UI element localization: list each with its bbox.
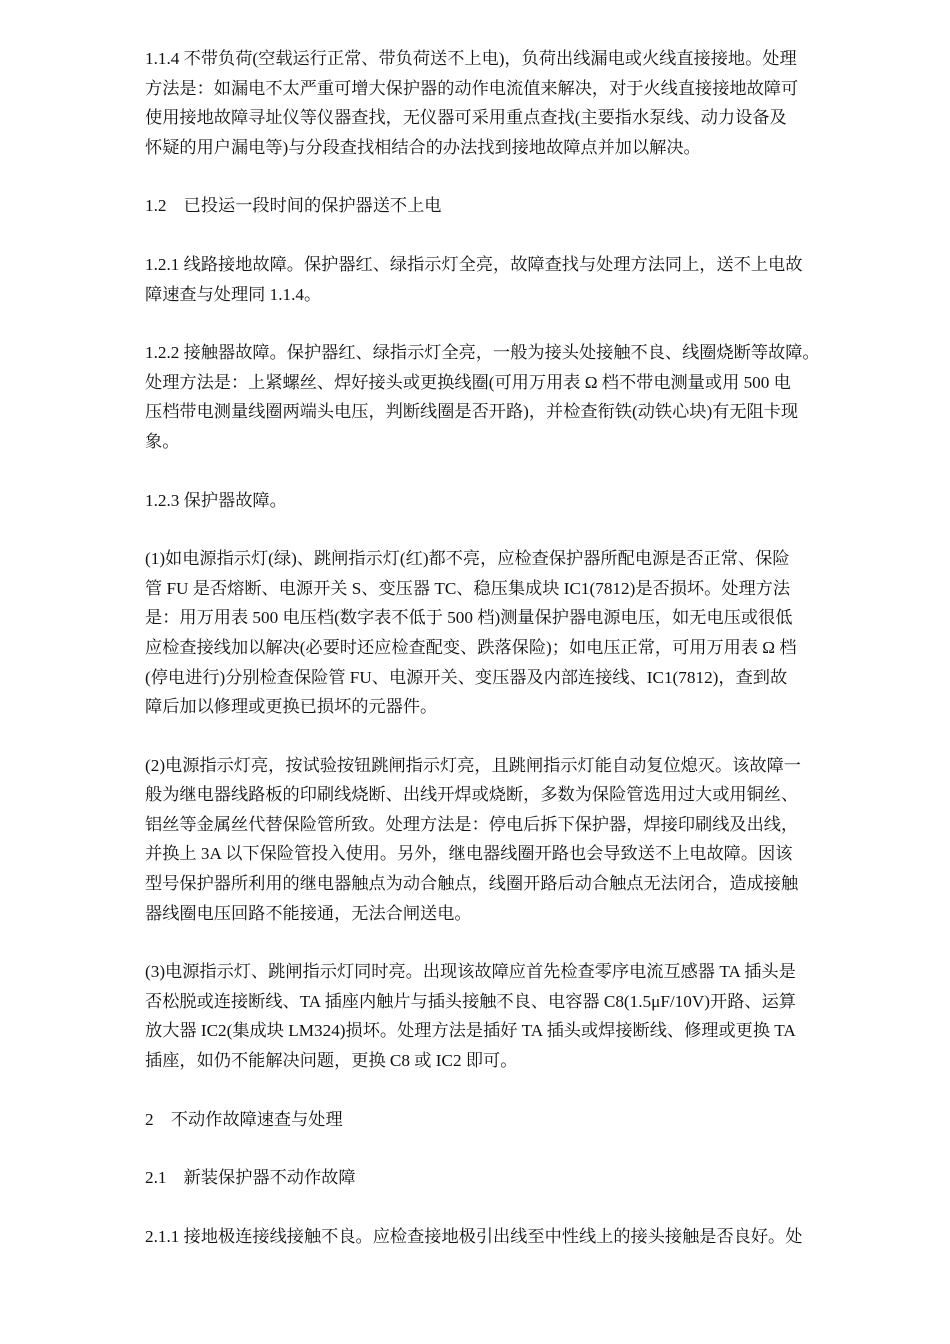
text-line: 放大器 IC2(集成块 LM324)损坏。处理方法是插好 TA 插头或焊接断线、修理或更换 TA — [145, 1021, 796, 1041]
text-line: 2.1.1 接地极连接线接触不良。应检查接地极引出线至中性线上的接头接触是否良好。处 — [145, 1226, 803, 1246]
text-line: 否松脱或连接断线、TA 插座内触片与插头接触不良、电容器 C8(1.5μF/10V)开路、运算 — [145, 991, 796, 1011]
text-line: 2.1 新装保护器不动作故障 — [145, 1168, 356, 1188]
text-line: 2 不动作故障速查与处理 — [145, 1109, 343, 1129]
text-line: 障速查与处理同 1.1.4。 — [145, 284, 322, 304]
text-line: 方法是：如漏电不太严重可增大保护器的动作电流值来解决，对于火线直接接地故障可 — [145, 78, 799, 98]
paragraph — [145, 250, 905, 309]
text-line: (3)电源指示灯、跳闸指示灯同时亮。出现该故障应首先检查零序电流互感器 TA 插头是 — [145, 962, 796, 982]
text-line: 插座，如仍不能解决问题，更换 C8 或 IC2 即可。 — [145, 1051, 518, 1071]
paragraph — [145, 44, 905, 162]
text-line: 型号保护器所利用的继电器触点为动合触点，线圈开路后动合触点无法闭合，造成接触 — [145, 874, 799, 894]
text-line: 怀疑的用户漏电等)与分段查找相结合的办法找到接地故障点并加以解决。 — [145, 137, 701, 157]
text-line: 器线圈电压回路不能接通，无法合闸送电。 — [145, 903, 472, 923]
section-heading — [145, 1105, 905, 1135]
text-line: 是：用万用表 500 电压档(数字表不低于 500 档)测量保护器电源电压，如无电压或很低 — [145, 608, 793, 628]
document-page — [145, 44, 905, 1280]
paragraph — [145, 338, 905, 456]
text-line: 1.2.3 保护器故障。 — [145, 490, 287, 510]
text-line: 铝丝等金属丝代替保险管所致。处理方法是：停电后拆下保护器，焊接印刷线及出线， — [145, 814, 799, 834]
text-line: (2)电源指示灯亮，按试验按钮跳闸指示灯亮，且跳闸指示灯能自动复位熄灭。该故障一 — [145, 755, 801, 775]
text-line: 1.2 已投运一段时间的保护器送不上电 — [145, 196, 442, 216]
paragraph — [145, 544, 905, 722]
text-line: 般为继电器线路板的印刷线烧断、出线开焊或烧断，多数为保险管选用过大或用铜丝、 — [145, 785, 799, 805]
text-line: 障后加以修理或更换已损坏的元器件。 — [145, 697, 438, 717]
paragraph — [145, 486, 905, 516]
text-line: (1)如电源指示灯(绿)、跳闸指示灯(红)都不亮，应检查保护器所配电源是否正常、保险 — [145, 549, 790, 569]
text-line: 处理方法是：上紧螺丝、焊好接头或更换线圈(可用万用表 Ω 档不带电测量或用 500 电 — [145, 372, 791, 392]
text-line: 使用接地故障寻址仪等仪器查找，无仪器可采用重点查找(主要指水泵线、动力设备及 — [145, 108, 787, 128]
text-line: 1.2.1 线路接地故障。保护器红、绿指示灯全亮，故障查找与处理方法同上，送不上电故 — [145, 254, 803, 274]
text-line: 1.2.2 接触器故障。保护器红、绿指示灯全亮，一般为接头处接触不良、线圈烧断等故障。 — [145, 343, 820, 363]
text-line: 应检查接线加以解决(必要时还应检查配变、跌落保险)；如电压正常，可用万用表 Ω 档 — [145, 637, 797, 657]
paragraph — [145, 751, 905, 929]
text-line: (停电进行)分别检查保险管 FU、电源开关、变压器及内部连接线、IC1(7812)，查到故 — [145, 667, 788, 687]
text-line: 管 FU 是否熔断、电源开关 S、变压器 TC、稳压集成块 IC1(7812)是否损坏。处理方法 — [145, 578, 791, 598]
text-line: 1.1.4 不带负荷(空载运行正常、带负荷送不上电)，负荷出线漏电或火线直接接地。处理 — [145, 49, 797, 68]
text-line: 并换上 3A 以下保险管投入使用。另外，继电器线圈开路也会导致送不上电故障。因该 — [145, 844, 793, 864]
text-line: 象。 — [145, 431, 180, 451]
text-line: 压档带电测量线圈两端头电压，判断线圈是否开路)，并检查衔铁(动铁心块)有无阻卡现 — [145, 402, 799, 422]
paragraph — [145, 1222, 905, 1252]
paragraph — [145, 957, 905, 1075]
section-heading — [145, 1163, 905, 1193]
section-heading — [145, 191, 905, 221]
document-body — [145, 44, 905, 1251]
